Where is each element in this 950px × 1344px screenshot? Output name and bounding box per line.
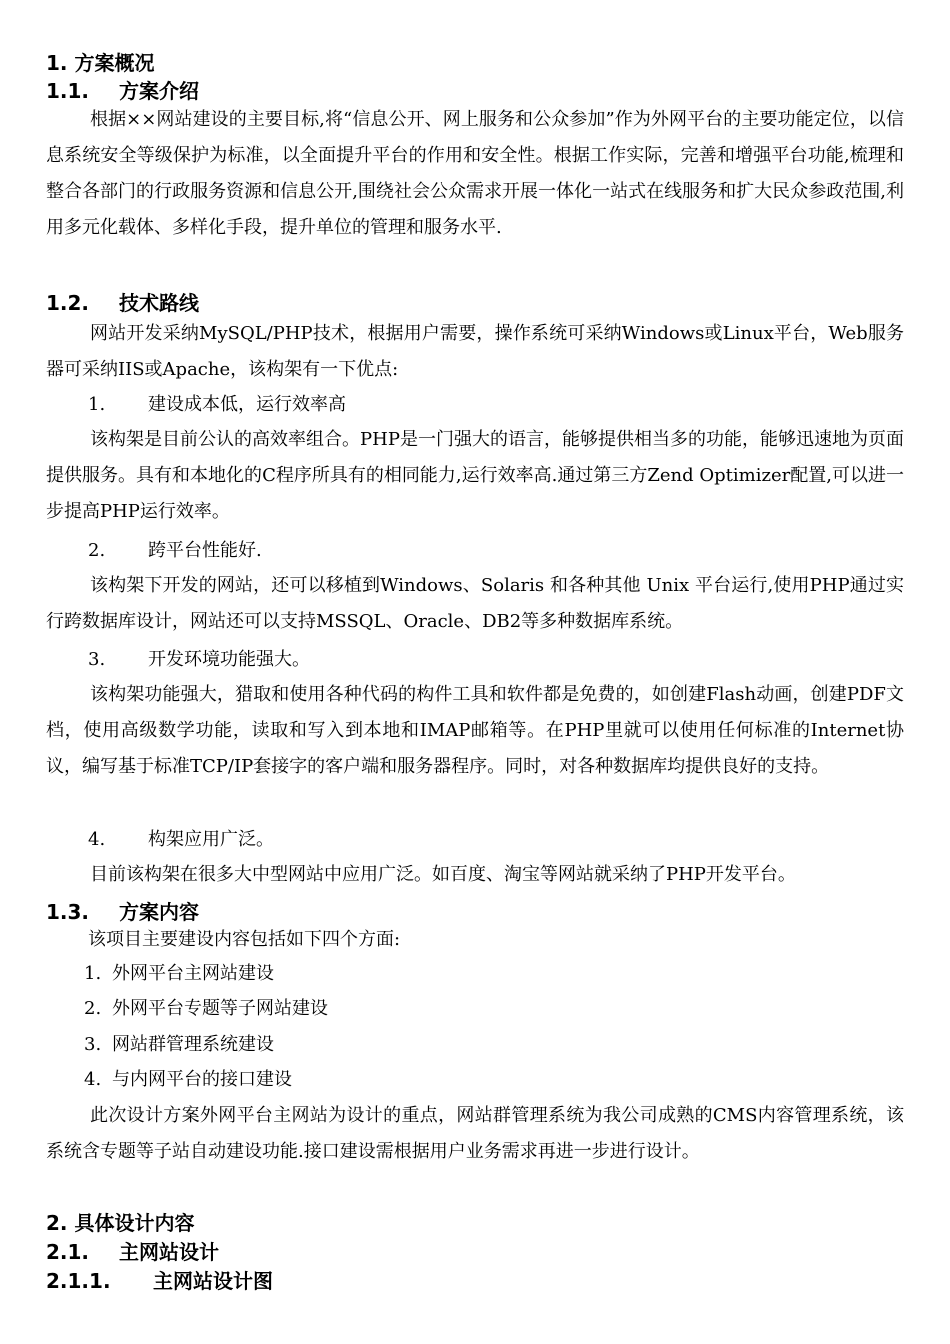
tech-paragraph: 网站开发采纳MySQL/PHP技术，根据用户需要，操作系统可采纳Windows或Linux平台，Web服务器可采纳IIS或Apache，该构架有一下优点: [46,323,904,380]
heading-title: 主网站设计 [118,1240,219,1264]
advantage-number: 3. [88,649,106,670]
advantage-number: 1. [88,394,106,415]
advantage-text: 建设成本低，运行效率高 [148,394,346,415]
list-text: 外网平台主网站建设 [112,963,274,984]
heading-1-3 [46,898,199,926]
heading-number: 1.2. [46,291,90,315]
list-text: 外网平台专题等子网站建设 [112,998,328,1019]
heading-1-1 [46,77,199,105]
advantage-description: 该构架是目前公认的高效率组合。PHP是一门强大的语言，能够提供相当多的功能，能够迅速地为页面提供服务。具有和本地化的C程序所具有的相同能力,运行效率高.通过第三方Zend Optimizer配置,可以进一步提高PHP运行效率。 [46,429,904,522]
list-number: 3. [84,1034,102,1055]
list-text: 与内网平台的接口建设 [112,1069,292,1090]
heading-number: 2. [46,1211,68,1235]
heading-number: 1.1. [46,79,90,103]
advantage-text: 开发环境功能强大。 [148,649,310,670]
advantage-description: 该构架下开发的网站，还可以移植到Windows、Solaris 和各种其他 Unix 平台运行,使用PHP通过实行跨数据库设计，网站还可以支持MSSQL、Oracle、DB2等多种数据库系统。 [46,575,904,632]
advantage-title [88,390,346,420]
heading-2 [46,1209,194,1237]
list-item [84,959,274,989]
heading-1-2 [46,289,199,317]
advantage-title [88,645,310,675]
heading-number: 1. [46,51,68,75]
heading-2-1 [46,1238,219,1266]
heading-title: 方案概况 [74,51,155,75]
heading-number: 2.1.1. [46,1269,111,1293]
list-number: 4. [84,1069,102,1090]
advantage-title [88,825,274,855]
heading-1 [46,49,154,77]
heading-2-1-1 [46,1267,273,1295]
list-item [84,1065,292,1095]
heading-number: 2.1. [46,1240,90,1264]
advantage-number: 4. [88,829,106,850]
content-intro: 该项目主要建设内容包括如下四个方面: [88,929,401,950]
list-text: 网站群管理系统建设 [112,1034,274,1055]
advantage-number: 2. [88,540,106,561]
intro-paragraph: 根据××网站建设的主要目标,将“信息公开、网上服务和公众参加”作为外网平台的主要功能定位，以信息系统安全等级保护为标准，以全面提升平台的作用和安全性。根据工作实际，完善和增强平台功能,梳理和整合各部门的行政服务资源和信息公开,围绕社会公众需求开展一体化一站式在线服务和扩大民众参政范围,利用多元化载体、多样化手段，提升单位的管理和服务水平. [46,109,904,238]
heading-title: 技术路线 [118,291,199,315]
heading-title: 主网站设计图 [152,1269,273,1293]
advantage-description: 该构架功能强大，猎取和使用各种代码的构件工具和软件都是免费的，如创建Flash动画，创建PDF文档，使用高级数学功能，读取和写入到本地和IMAP邮箱等。在PHP里就可以使用任何标准的Internet协议，编写基于标准TCP/IP套接字的客户端和服务器程序。同时，对各种数据库均提供良好的支持。 [46,684,904,777]
list-number: 1. [84,963,102,984]
heading-title: 具体设计内容 [74,1211,195,1235]
advantage-text: 跨平台性能好. [148,540,262,561]
heading-title: 方案介绍 [118,79,199,103]
advantage-text: 构架应用广泛。 [148,829,274,850]
advantage-title [88,536,262,566]
heading-number: 1.3. [46,900,90,924]
list-item [84,994,328,1024]
list-item [84,1030,274,1060]
heading-title: 方案内容 [118,900,199,924]
advantage-description: 目前该构架在很多大中型网站中应用广泛。如百度、淘宝等网站就采纳了PHP开发平台。 [90,864,796,885]
content-summary-paragraph: 此次设计方案外网平台主网站为设计的重点，网站群管理系统为我公司成熟的CMS内容管理系统，该系统含专题等子站自动建设功能.接口建设需根据用户业务需求再进一步进行设计。 [46,1105,904,1162]
list-number: 2. [84,998,102,1019]
